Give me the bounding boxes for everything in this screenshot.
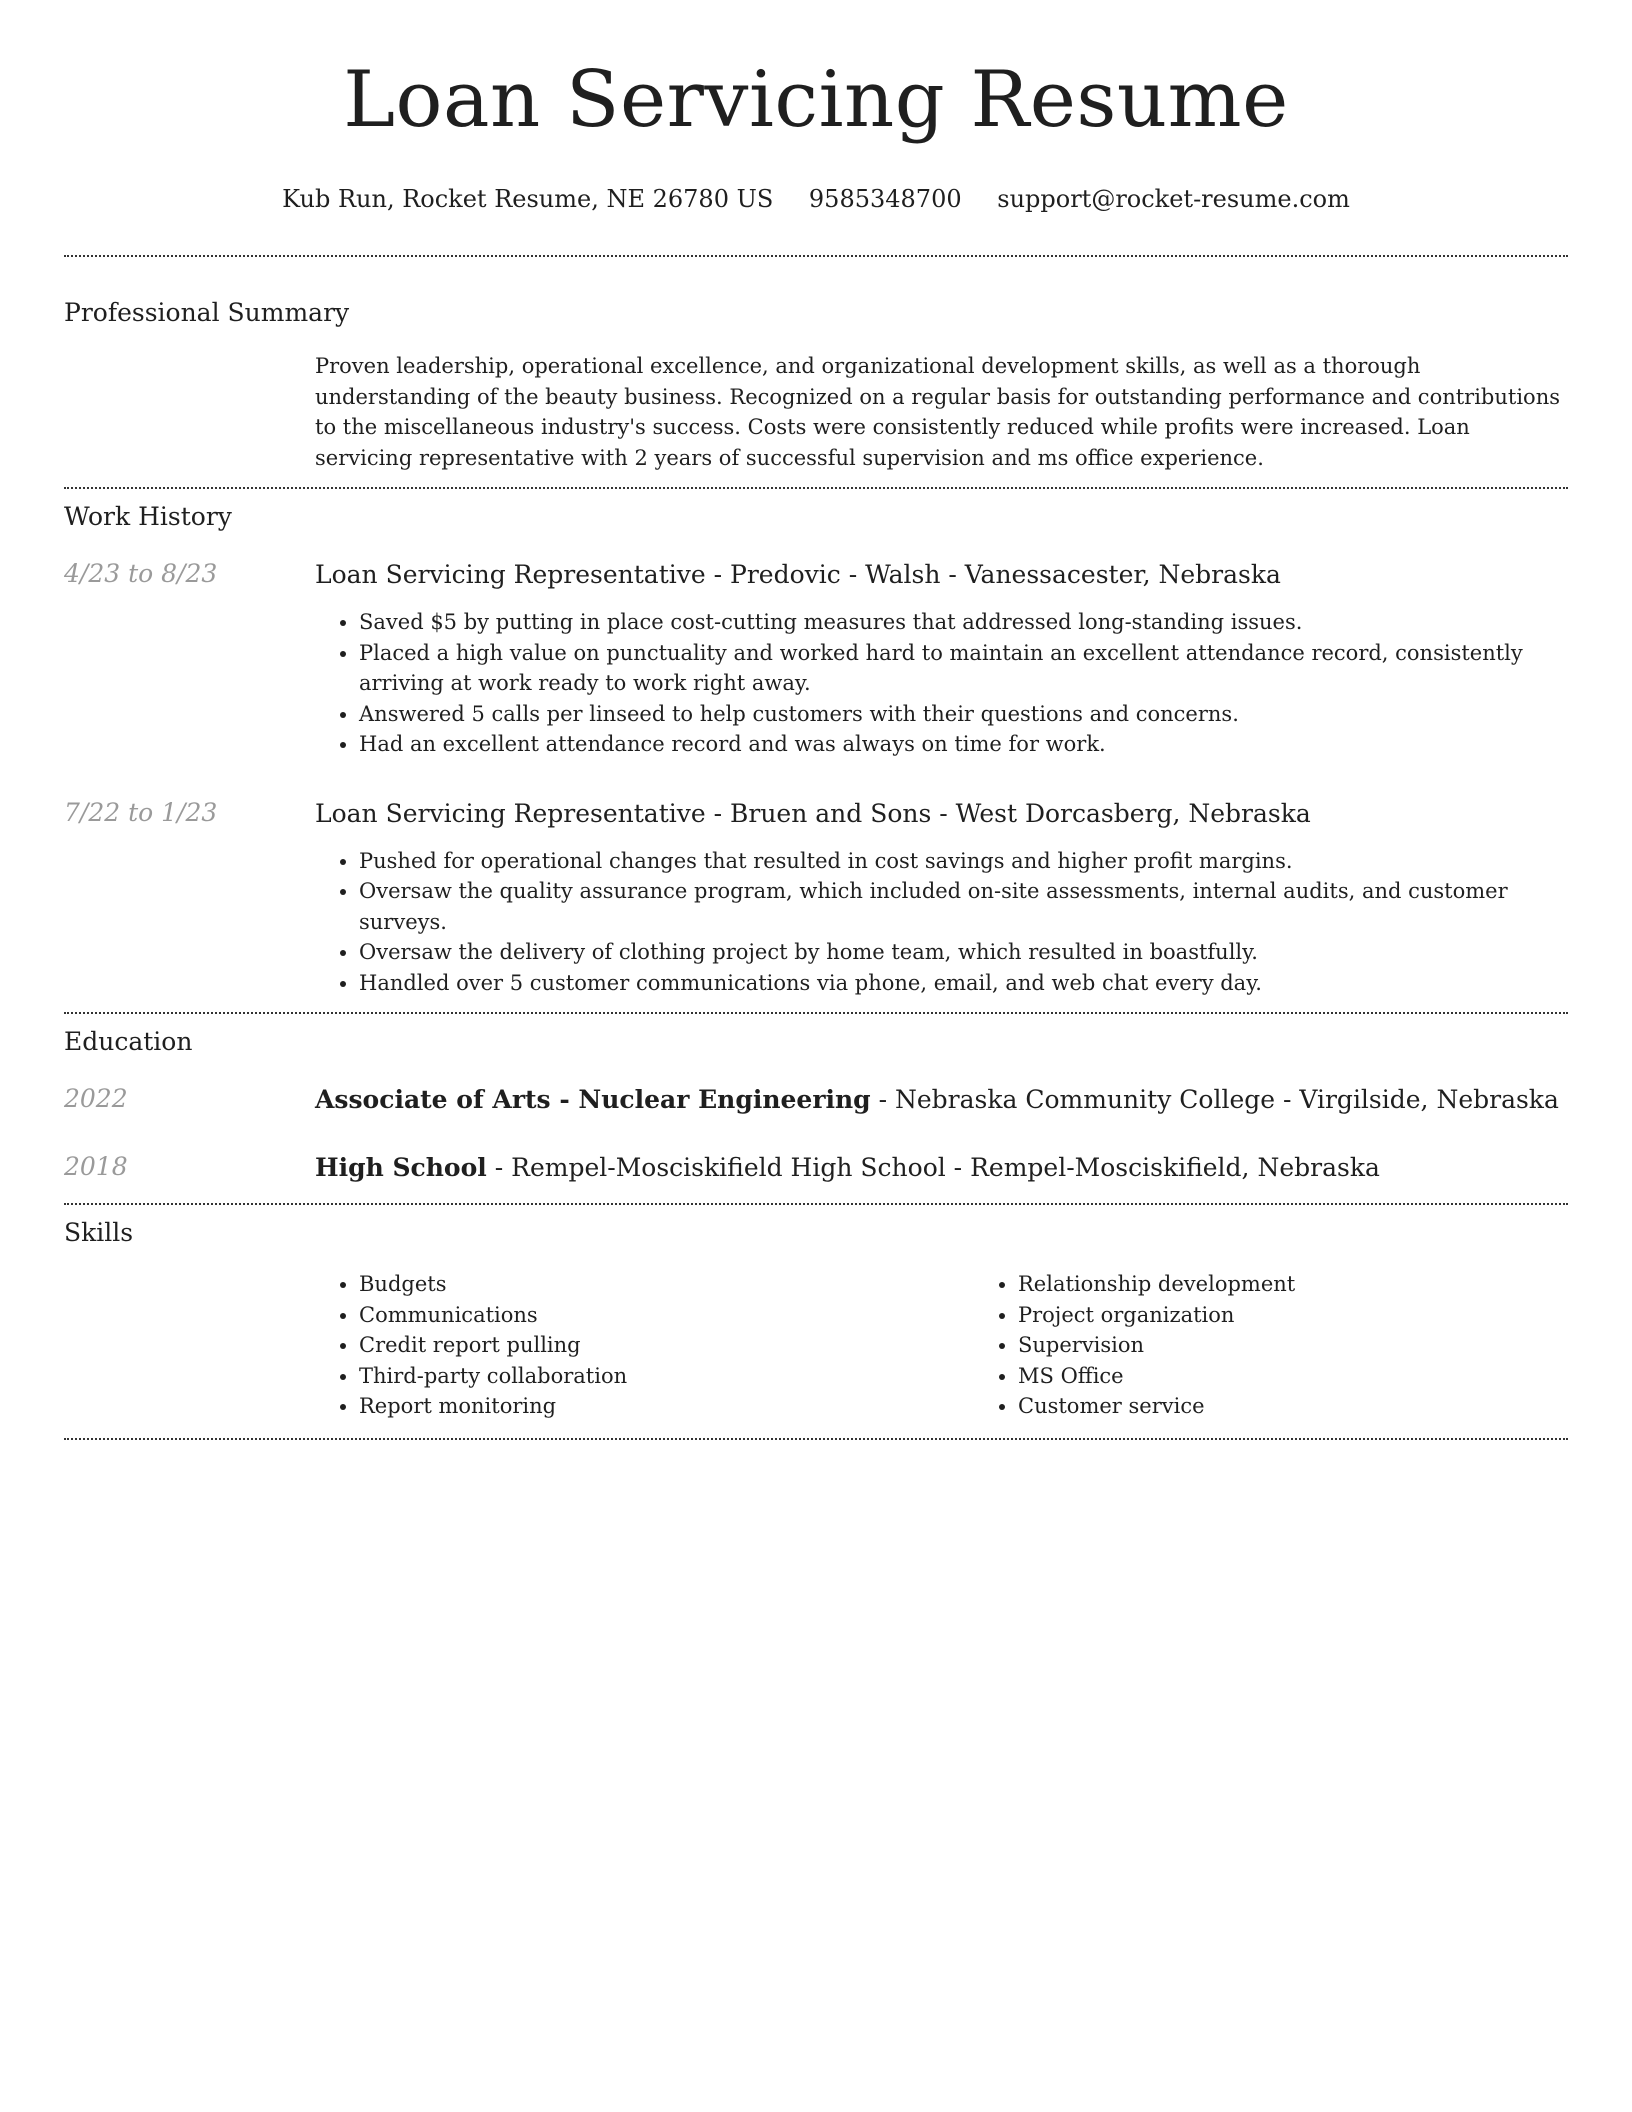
- divider: [64, 1203, 1568, 1205]
- skill-item: • Budgets: [359, 1269, 974, 1300]
- contact-phone: 9585348700: [808, 185, 962, 213]
- skills-heading: Skills: [64, 1218, 134, 1247]
- education-heading: Education: [64, 1027, 193, 1056]
- skills-list-right: [974, 1269, 1632, 1422]
- skills-row: [64, 1269, 1568, 1422]
- job-bullet: • Handled over 5 customer communications via phone, email, and web chat every day.: [359, 968, 1568, 999]
- summary-text: Proven leadership, operational excellence, and organizational development skills, as well as a thorough understanding of the beauty business. Recognized on a regular basis for outstanding performance and contributions to the miscellaneous industry's success. Costs were consistently reduced while profits were increased. Loan servicing representative with 2 years of successful supervision and ms office experience.: [315, 354, 1560, 470]
- skill-item: • MS Office: [1018, 1361, 1632, 1392]
- job-entry: [64, 798, 1568, 999]
- contact-address: Kub Run, Rocket Resume, NE 26780 US: [282, 185, 774, 213]
- job-bullet: • Had an excellent attendance record and was always on time for work.: [359, 729, 1568, 760]
- education-line: [315, 1084, 1568, 1116]
- skill-item: • Communications: [359, 1300, 974, 1331]
- education-details: - Nebraska Community College - Virgilside, Nebraska: [878, 1085, 1559, 1114]
- job-details: - Predovic - Walsh - Vanessacester, Nebraska: [713, 560, 1281, 589]
- skill-item: • Project organization: [1018, 1300, 1632, 1331]
- job-dates: 4/23 to 8/23: [64, 559, 218, 588]
- job-details: - Bruen and Sons - West Dorcasberg, Nebraska: [713, 798, 1311, 828]
- skills-left-spacer: [64, 1269, 315, 1422]
- job-content: [315, 798, 1568, 999]
- divider: [64, 1012, 1568, 1014]
- skill-item: • Third-party collaboration: [359, 1361, 974, 1392]
- skill-item: • Customer service: [1018, 1391, 1632, 1422]
- skill-item: • Report monitoring: [359, 1391, 974, 1422]
- job-content: [315, 559, 1568, 760]
- education-year: 2018: [64, 1152, 128, 1181]
- skills-list-left: [315, 1269, 974, 1422]
- education-entry: [64, 1152, 1568, 1184]
- contact-email: support@rocket-resume.com: [997, 185, 1350, 213]
- divider: [64, 255, 1568, 257]
- job-bullet: • Oversaw the delivery of clothing project by home team, which resulted in boastfully.: [359, 937, 1568, 968]
- job-dates: 7/22 to 1/23: [64, 797, 218, 827]
- skill-item: • Relationship development: [1018, 1269, 1632, 1300]
- job-bullets: [315, 607, 1568, 760]
- summary-row: [64, 351, 1568, 473]
- job-title: Loan Servicing Representative: [315, 798, 706, 828]
- skills-columns: [315, 1269, 1632, 1422]
- summary-left-spacer: [64, 351, 315, 473]
- education-year: 2022: [64, 1084, 128, 1113]
- job-bullet: • Saved $5 by putting in place cost-cutting measures that addressed long-standing issues.: [359, 607, 1568, 638]
- job-bullet: • Pushed for operational changes that resulted in cost savings and higher profit margins.: [359, 846, 1568, 877]
- education-line: [315, 1152, 1568, 1184]
- education-details: - Rempel-Mosciskifield High School - Rempel-Mosciskifield, Nebraska: [494, 1153, 1380, 1182]
- resume-title: Loan Servicing Resume: [343, 55, 1289, 145]
- education-degree: Associate of Arts - Nuclear Engineering: [315, 1085, 871, 1114]
- summary-heading: Professional Summary: [64, 298, 350, 327]
- job-heading: [315, 559, 1568, 591]
- divider: [64, 487, 1568, 489]
- job-bullets: [315, 846, 1568, 999]
- skill-item: • Credit report pulling: [359, 1330, 974, 1361]
- job-bullet: • Answered 5 calls per linseed to help customers with their questions and concerns.: [359, 699, 1568, 730]
- job-bullet: • Placed a high value on punctuality and worked hard to maintain an excellent attendance record, consistently arriving at work ready to work right away.: [359, 638, 1568, 699]
- work-heading: Work History: [64, 502, 232, 531]
- divider: [64, 1438, 1568, 1440]
- job-entry: [64, 559, 1568, 760]
- resume-body: [64, 0, 1568, 1440]
- job-heading: [315, 798, 1568, 830]
- skill-item: • Supervision: [1018, 1330, 1632, 1361]
- contact-line: [64, 184, 1568, 214]
- education-degree: High School: [315, 1153, 487, 1182]
- education-entry: [64, 1084, 1568, 1116]
- job-title: Loan Servicing Representative: [315, 560, 706, 589]
- job-bullet: • Oversaw the quality assurance program, which included on-site assessments, internal audits, and customer surveys.: [359, 876, 1568, 937]
